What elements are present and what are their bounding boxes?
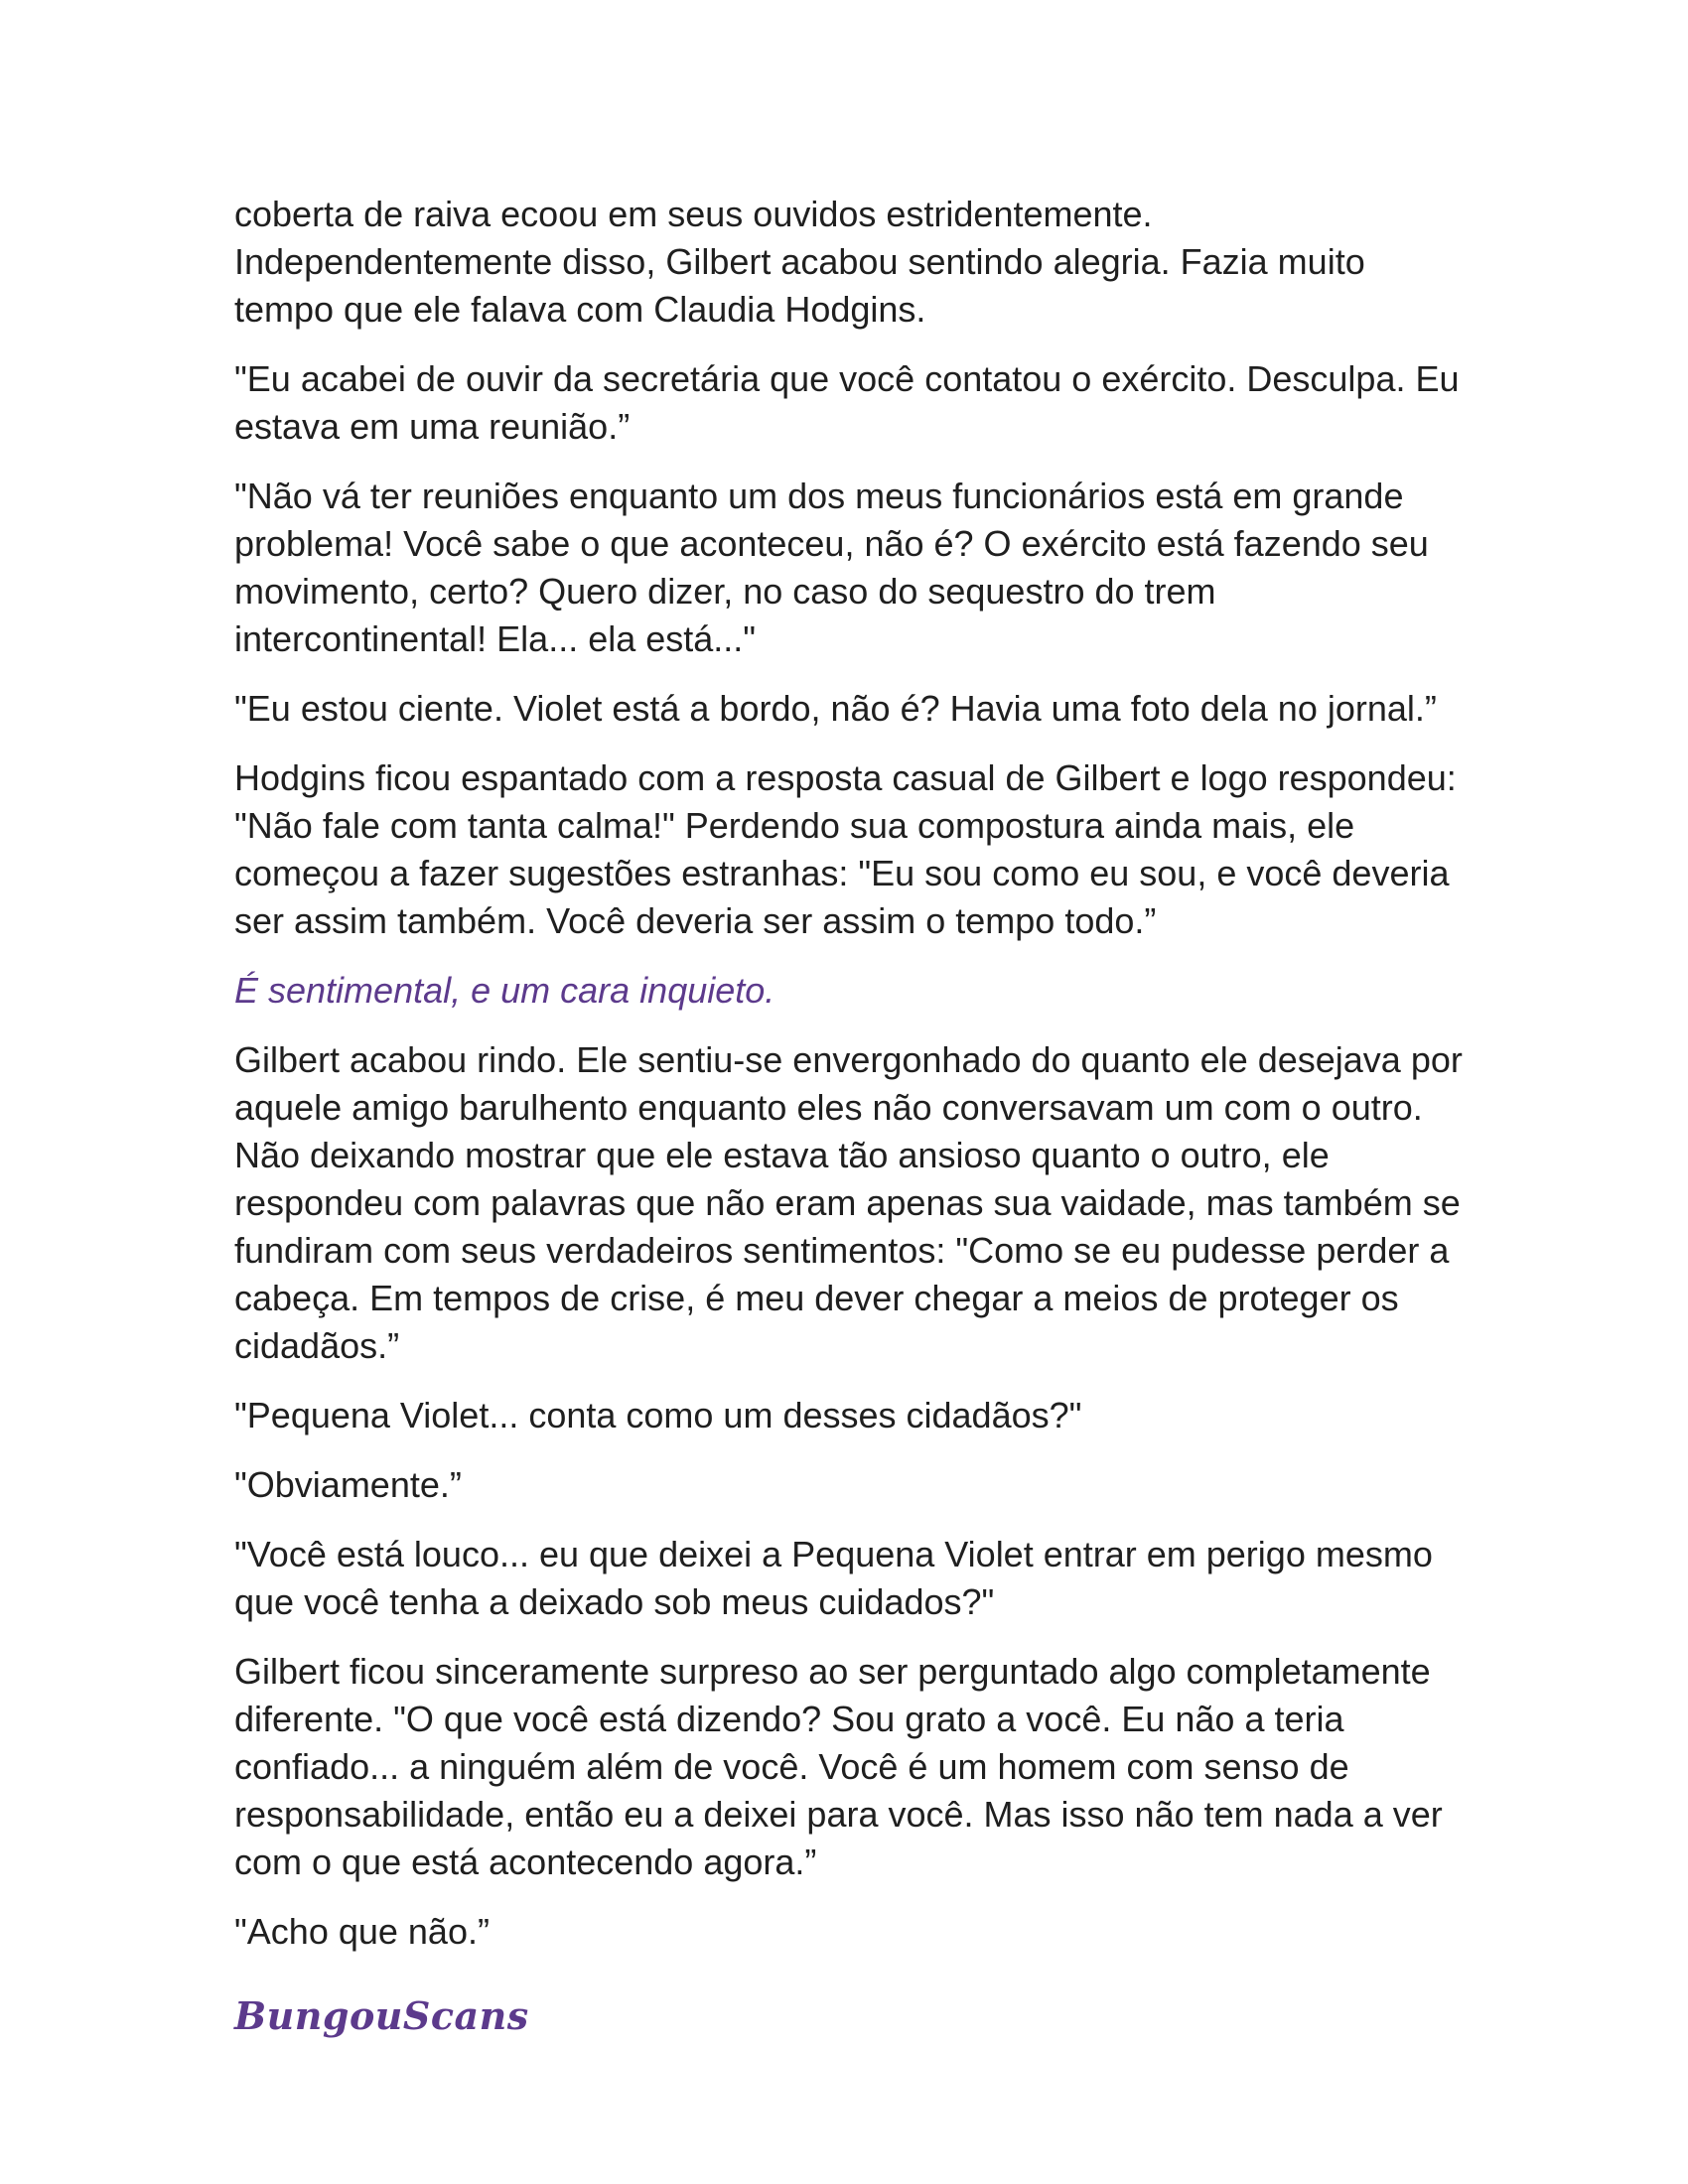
paragraph: Gilbert acabou rindo. Ele sentiu-se envergonhado do quanto ele desejava por aquele amigo barulhento enquanto eles não conversavam um com o outro. Não deixando mostrar que ele estava tão ansioso quanto o outro, ele respondeu com palavras que não eram apenas sua vaidade, mas também se fundiram com seus verdadeiros sentimentos: "Como se eu pudesse perder a cabeça. Em tempos de crise, é meu dever chegar a meios de proteger os cidadãos.” bbox=[234, 1039, 1463, 1366]
document-body bbox=[234, 191, 1466, 1978]
paragraph: coberta de raiva ecoou em seus ouvidos estridentemente. Independentemente disso, Gilbert acabou sentindo alegria. Fazia muito tempo que ele falava com Claudia Hodgins. bbox=[234, 194, 1365, 330]
paragraph: "Você está louco... eu que deixei a Pequena Violet entrar em perigo mesmo que você tenha a deixado sob meus cuidados?" bbox=[234, 1534, 1433, 1622]
paragraph: Gilbert ficou sinceramente surpreso ao ser perguntado algo completamente diferente. "O que você está dizendo? Sou grato a você. Eu não a teria confiado... a ninguém além de você. Você é um homem com senso de responsabilidade, então eu a deixei para você. Mas isso não tem nada a ver com o que está acontecendo agora.” bbox=[234, 1651, 1443, 1882]
paragraph: "Eu estou ciente. Violet está a bordo, não é? Havia uma foto dela no jornal.” bbox=[234, 688, 1437, 729]
paragraph: "Eu acabei de ouvir da secretária que você contatou o exército. Desculpa. Eu estava em uma reunião.” bbox=[234, 358, 1460, 447]
scanlator-signature: BungouScans bbox=[234, 1993, 529, 2038]
inner-thought-paragraph: É sentimental, e um cara inquieto. bbox=[234, 970, 775, 1011]
paragraph: "Pequena Violet... conta como um desses cidadãos?" bbox=[234, 1395, 1082, 1435]
paragraph: Hodgins ficou espantado com a resposta casual de Gilbert e logo respondeu: "Não fale com tanta calma!" Perdendo sua compostura ainda mais, ele começou a fazer sugestões estranhas: "Eu sou como eu sou, e você deveria ser assim também. Você deveria ser assim o tempo todo.” bbox=[234, 757, 1457, 941]
paragraph: "Acho que não.” bbox=[234, 1911, 490, 1952]
paragraph: "Obviamente.” bbox=[234, 1464, 462, 1505]
paragraph: "Não vá ter reuniões enquanto um dos meus funcionários está em grande problema! Você sabe o que aconteceu, não é? O exército está fazendo seu movimento, certo? Quero dizer, no caso do sequestro do trem intercontinental! Ela... ela está..." bbox=[234, 476, 1429, 659]
